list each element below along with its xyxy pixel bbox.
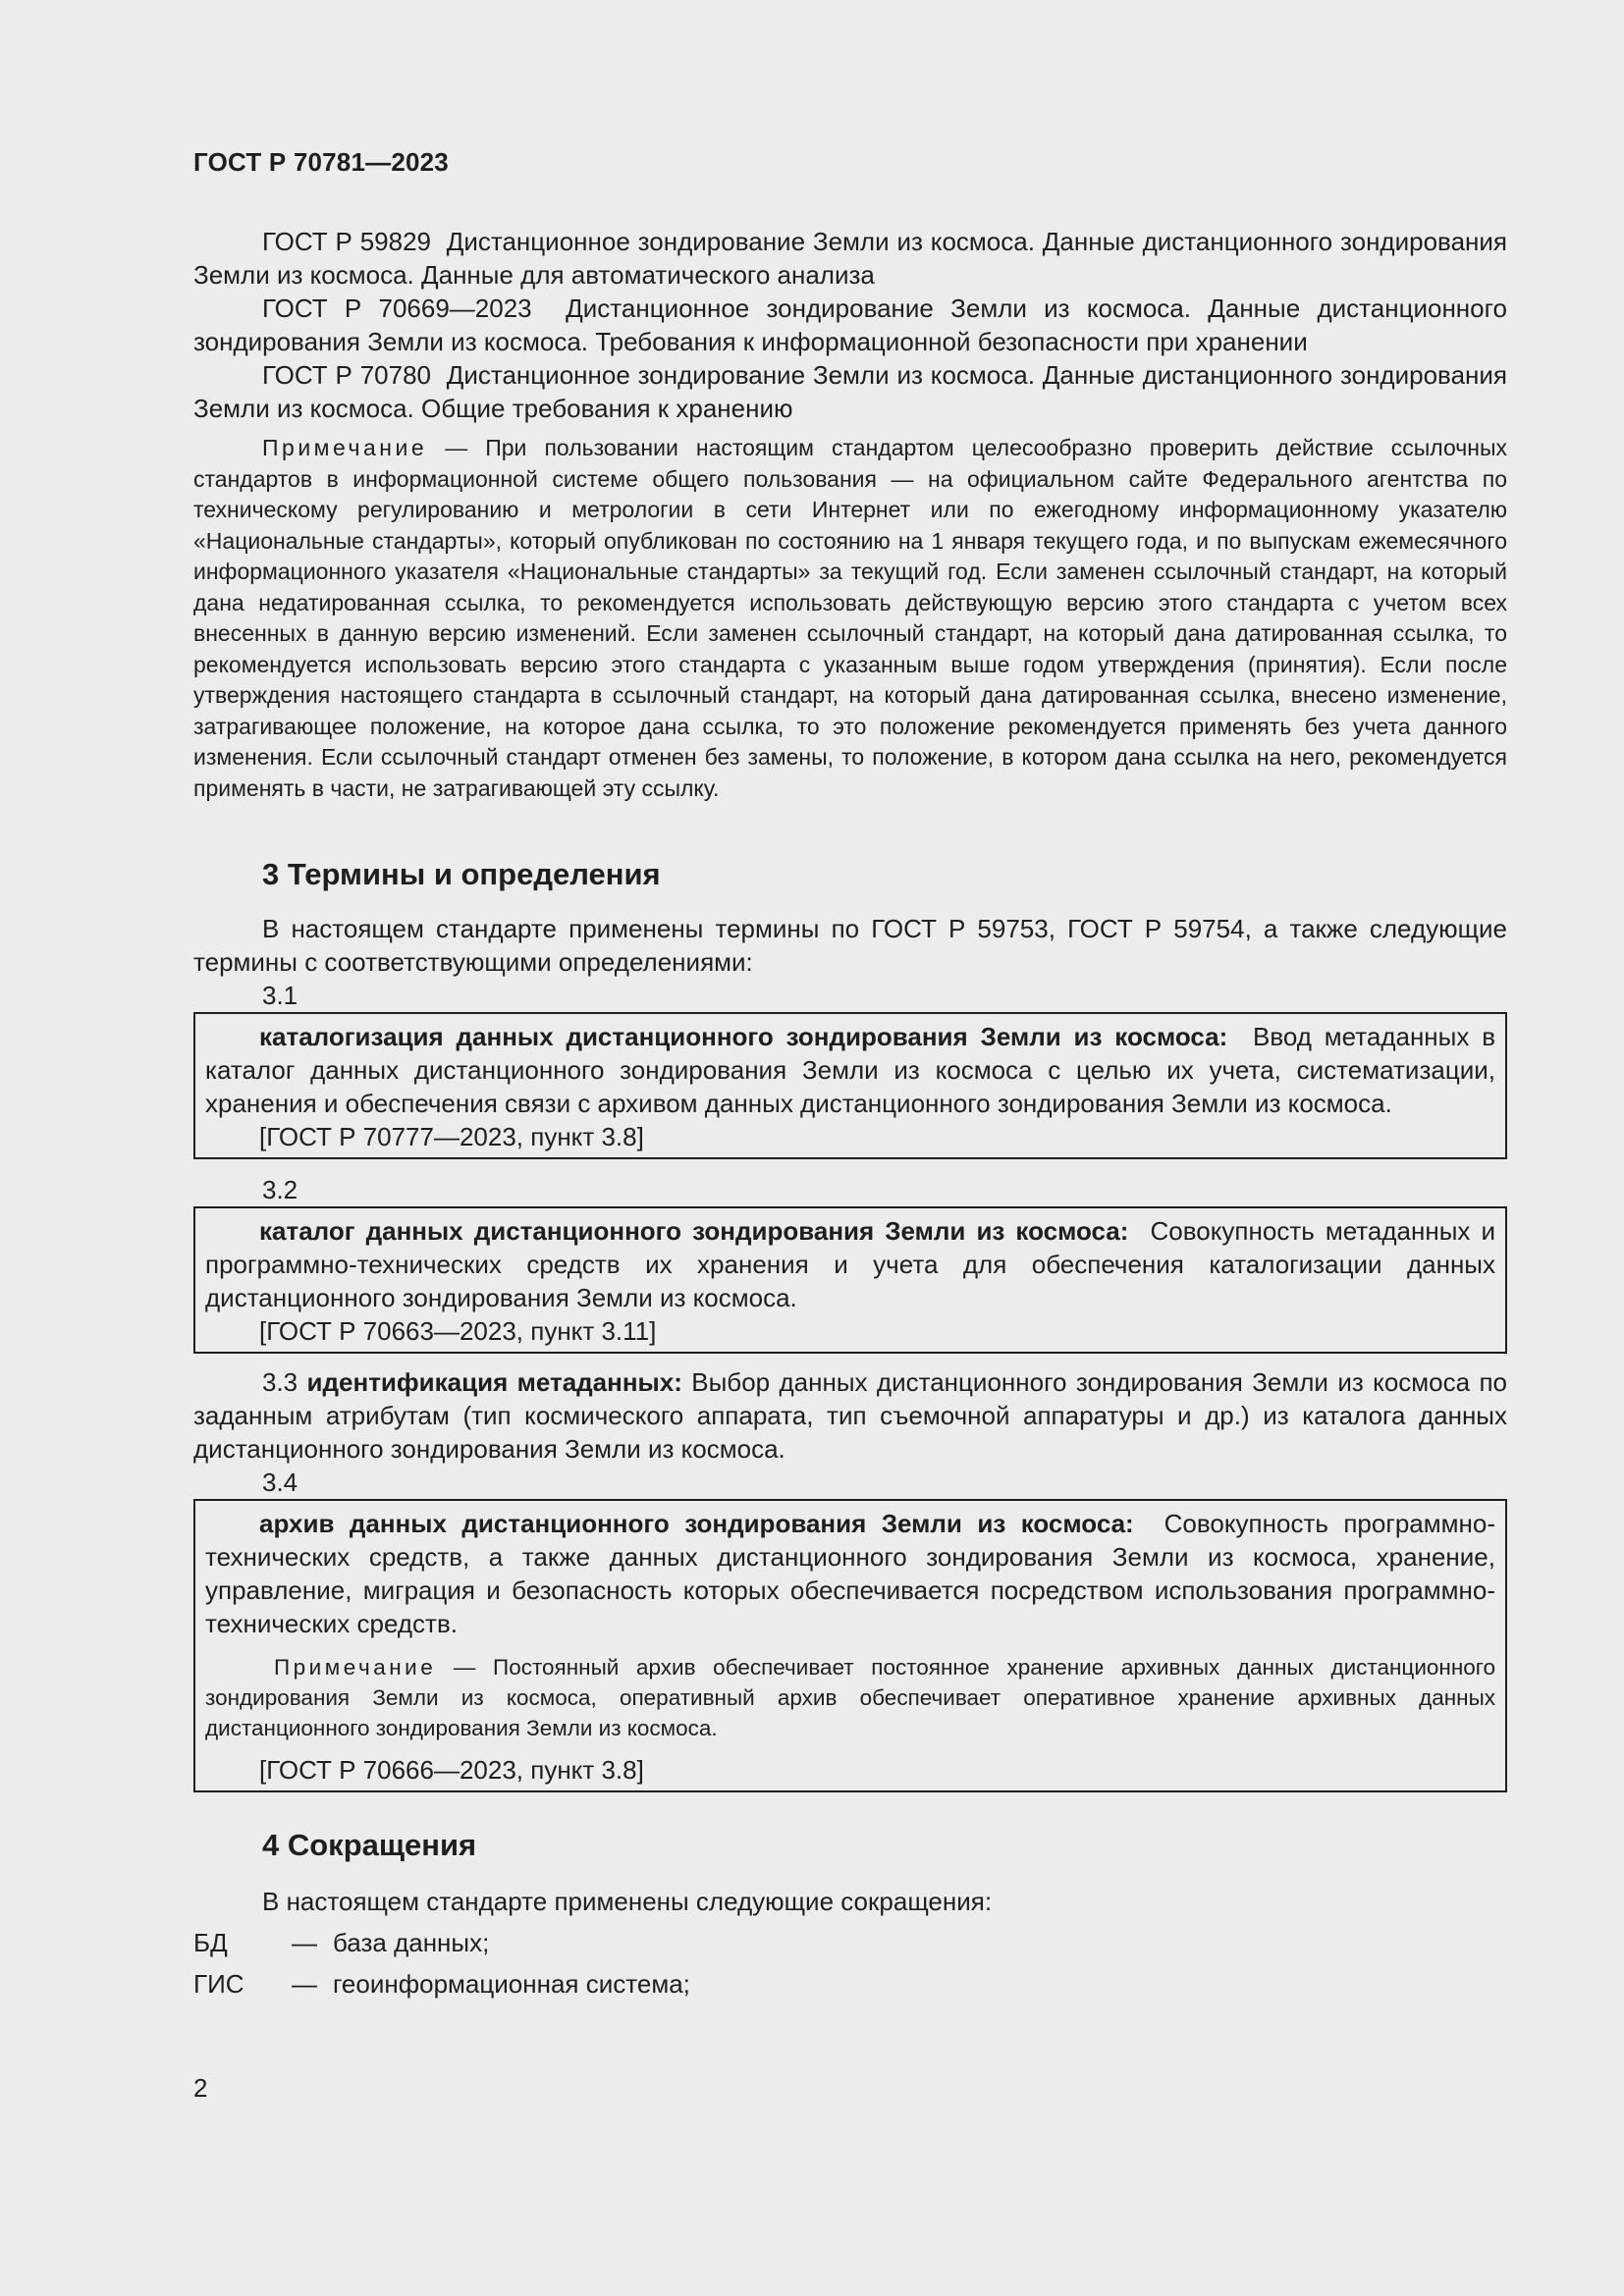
reference-item bbox=[193, 358, 1507, 425]
abbreviation: БД bbox=[193, 1928, 228, 1957]
reference-code: ГОСТ Р 59829 bbox=[262, 227, 431, 256]
section-4-heading: 4 Сокращения bbox=[262, 1828, 477, 1862]
abbreviation-dash: — bbox=[292, 1969, 317, 1999]
abbreviation-row bbox=[193, 1967, 1507, 2001]
term-text: Выбор данных дистанционного зондирования Земли из космоса по заданным атрибутам (тип космического аппарата, тип съемочной аппаратуры и др.) из каталога данных дистанционного зондирования Земли из космоса. bbox=[193, 1367, 1507, 1464]
term-text: Совокупность программно-технических средств, а также данных дистанционного зондирования Земли из космоса, хранение, управление, миграция и безопасность которых обеспечивается посредством использования программно-технических средств. bbox=[205, 1509, 1495, 1638]
page-body bbox=[193, 225, 1507, 2001]
reference-code: ГОСТ Р 70669—2023 bbox=[262, 294, 532, 323]
term-definition bbox=[205, 1507, 1495, 1640]
term-name: идентификация метаданных: bbox=[306, 1367, 682, 1397]
note-text: — Постоянный архив обеспечивает постоянное хранение архивных данных дистанционного зондирования Земли из космоса, оперативный архив обеспечивает оперативное хранение архивных данных дистанционного зондирования Земли из космоса. bbox=[205, 1655, 1495, 1740]
reference-note bbox=[193, 433, 1507, 804]
term-3-3 bbox=[193, 1365, 1507, 1466]
term-number: 3.4 bbox=[262, 1468, 298, 1497]
note-label: Примечание bbox=[274, 1655, 437, 1680]
term-definition bbox=[205, 1020, 1495, 1120]
term-number: 3.3 bbox=[262, 1367, 298, 1397]
reference-title: Дистанционное зондирование Земли из космоса. Данные дистанционного зондирования Земли из космоса. Требования к информационной безопасности при хранении bbox=[193, 294, 1507, 356]
note-label: Примечание bbox=[262, 435, 428, 460]
term-number: 3.2 bbox=[262, 1175, 298, 1204]
term-note bbox=[205, 1652, 1495, 1743]
term-number: 3.1 bbox=[262, 981, 298, 1010]
term-box-3-1 bbox=[193, 1012, 1507, 1159]
abbreviation-dash: — bbox=[292, 1928, 317, 1957]
section-3-intro: В настоящем стандарте применены термины по ГОСТ Р 59753, ГОСТ Р 59754, а также следующие термины с соответствующими определениями: bbox=[193, 914, 1507, 977]
document-code: ГОСТ Р 70781—2023 bbox=[193, 147, 449, 177]
reference-item bbox=[193, 292, 1507, 358]
term-name: каталогизация данных дистанционного зондирования Земли из космоса: bbox=[259, 1022, 1228, 1051]
abbreviation-meaning: геоинформационная система; bbox=[333, 1969, 690, 1999]
term-name: каталог данных дистанционного зондирования Земли из космоса: bbox=[259, 1216, 1129, 1246]
page-number: 2 bbox=[193, 2073, 208, 2103]
term-source: [ГОСТ Р 70777—2023, пункт 3.8] bbox=[259, 1122, 644, 1151]
term-box-3-4 bbox=[193, 1499, 1507, 1792]
abbreviation-meaning: база данных; bbox=[333, 1928, 490, 1957]
reference-title: Дистанционное зондирование Земли из космоса. Данные дистанционного зондирования Земли из космоса. Данные для автоматического анализа bbox=[193, 227, 1507, 290]
section-4-intro: В настоящем стандарте применены следующие сокращения: bbox=[262, 1887, 993, 1916]
term-source: [ГОСТ Р 70663—2023, пункт 3.11] bbox=[259, 1316, 657, 1346]
abbreviation: ГИС bbox=[193, 1969, 244, 1999]
term-box-3-2 bbox=[193, 1206, 1507, 1354]
term-definition bbox=[205, 1214, 1495, 1314]
term-source: [ГОСТ Р 70666—2023, пункт 3.8] bbox=[259, 1755, 644, 1785]
reference-title: Дистанционное зондирование Земли из космоса. Данные дистанционного зондирования Земли из космоса. Общие требования к хранению bbox=[193, 360, 1507, 423]
term-name: архив данных дистанционного зондирования Земли из космоса: bbox=[259, 1509, 1134, 1538]
note-text: — При пользовании настоящим стандартом целесообразно проверить действие ссылочных стандартов в информационной системе общего пользования — на официальном сайте Федерального агентства по техническому регулированию и метрологии в сети Интернет или по ежегодному информационному указателю «Национальные стандарты», который опубликован по состоянию на 1 января текущего года, и по выпускам ежемесячного информационного указателя «Национальные стандарты» за текущий год. Если заменен ссылочный стандарт, на который дана недатированная ссылка, то рекомендуется использовать действующую версию этого стандарта с учетом всех внесенных в данную версию изменений. Если заменен ссылочный стандарт, на который дана датированная ссылка, то рекомендуется использовать версию этого стандарта с указанным выше годом утверждения (принятия). Если после утверждения настоящего стандарта в ссылочный стандарт, на который дана датированная ссылка, внесено изменение, затрагивающее положение, на которое дана ссылка, то это положение рекомендуется применять без учета данного изменения. Если ссылочный стандарт отменен без замены, то положение, в котором дана ссылка на него, рекомендуется применять в части, не затрагивающей эту ссылку. bbox=[193, 435, 1507, 801]
abbreviation-row bbox=[193, 1926, 1507, 1959]
section-3-heading: 3 Термины и определения bbox=[262, 857, 661, 891]
term-text: Ввод метаданных в каталог данных дистанционного зондирования Земли из космоса с целью их учета, систематизации, хранения и обеспечения связи с архивом данных дистанционного зондирования Земли из космоса. bbox=[205, 1022, 1496, 1118]
reference-item bbox=[193, 225, 1507, 292]
reference-code: ГОСТ Р 70780 bbox=[262, 360, 431, 390]
term-text: Совокупность метаданных и программно-технических средств их хранения и учета для обеспечения каталогизации данных дистанционного зондирования Земли из космоса. bbox=[205, 1216, 1495, 1312]
